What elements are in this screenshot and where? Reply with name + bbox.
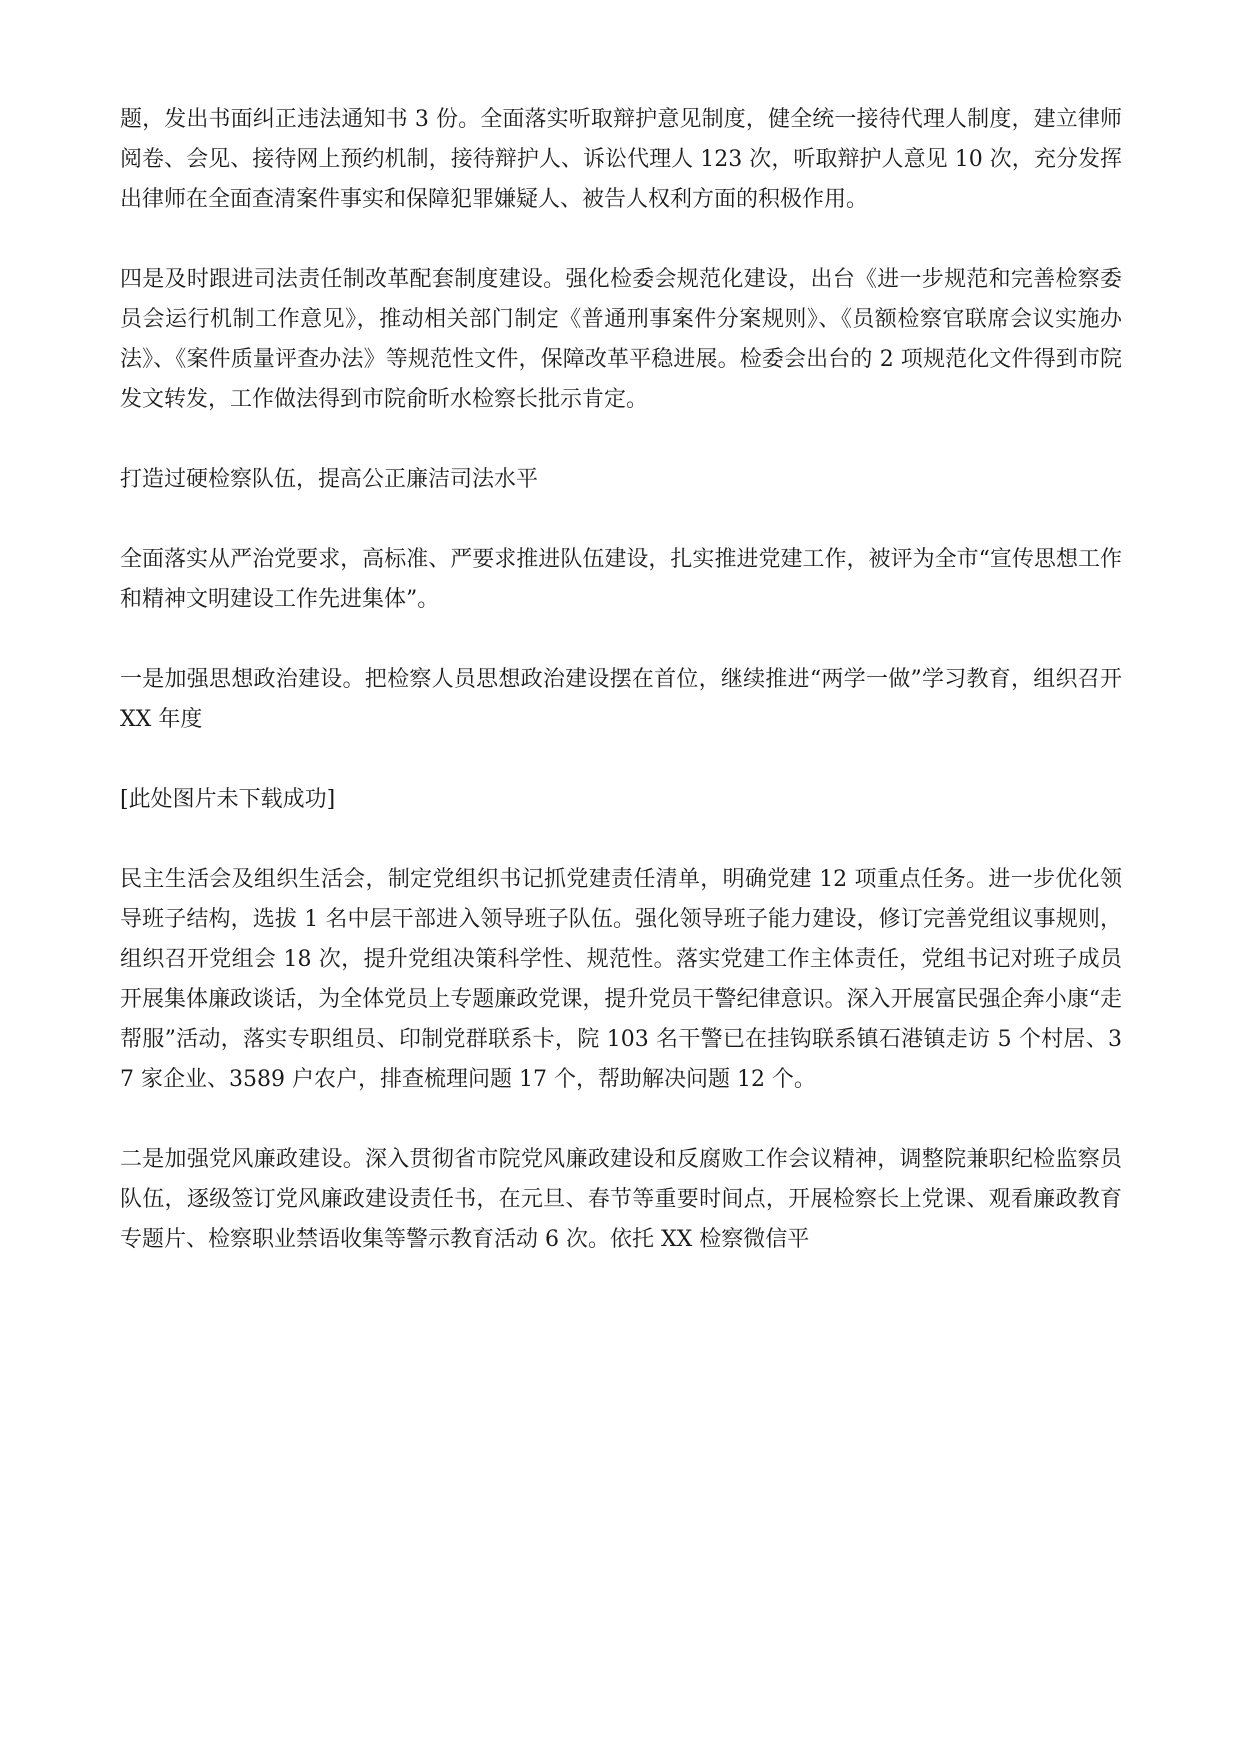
document-body: [120, 100, 1122, 1260]
paragraph-judicial-reform: 四是及时跟进司法责任制改革配套制度建设。强化检委会规范化建设，出台《进一步规范和完善检察委员会运行机制工作意见》，推动相关部门制定《普通刑事案件分案规则》、《员额检察官联席会议实施办法》、《案件质量评查办法》等规范性文件，保障改革平稳进展。检委会出台的 2 项规范化文件得到市院发文转发，工作做法得到市院俞昕水检察长批示肯定。: [120, 267, 1122, 412]
image-placeholder-note: [此处图片未下载成功]: [120, 787, 336, 812]
paragraph-democratic-life: 民主生活会及组织生活会，制定党组织书记抓党建责任清单，明确党建 12 项重点任务。进一步优化领导班子结构，选拔 1 名中层干部进入领导班子队伍。强化领导班子能力建设，修订完善党组议事规则，组织召开党组会 18 次，提升党组决策科学性、规范性。落实党建工作主体责任，党组书记对班子成员开展集体廉政谈话，为全体党员上专题廉政党课，提升党员干警纪律意识。深入开展富民强企奔小康“走帮服”活动，落实专职组员、印制党群联系卡，院 103 名干警已在挂钩联系镇石港镇走访 5 个村居、37 家企业、3589 户农户，排查梳理问题 17 个，帮助解决问题 12 个。: [120, 867, 1122, 1092]
paragraph-defense-opinions: 题，发出书面纠正违法通知书 3 份。全面落实听取辩护意见制度，健全统一接待代理人制度，建立律师阅卷、会见、接待网上预约机制，接待辩护人、诉讼代理人 123 次，听取辩护人意见 10 次，充分发挥出律师在全面查清案件事实和保障犯罪嫌疑人、被告人权利方面的积极作用。: [120, 107, 1122, 212]
paragraph-political-building: 一是加强思想政治建设。把检察人员思想政治建设摆在首位，继续推进“两学一做”学习教育，组织召开 XX 年度: [120, 667, 1122, 732]
section-heading: 打造过硬检察队伍，提高公正廉洁司法水平: [120, 467, 539, 492]
paragraph-anti-corruption: 二是加强党风廉政建设。深入贯彻省市院党风廉政建设和反腐败工作会议精神，调整院兼职纪检监察员队伍，逐级签订党风廉政建设责任书，在元旦、春节等重要时间点，开展检察长上党课、观看廉政教育专题片、检察职业禁语收集等警示教育活动 6 次。依托 XX 检察微信平: [120, 1147, 1122, 1252]
paragraph-party-discipline: 全面落实从严治党要求，高标准、严要求推进队伍建设，扎实推进党建工作，被评为全市“宣传思想工作和精神文明建设工作先进集体”。: [120, 547, 1122, 612]
